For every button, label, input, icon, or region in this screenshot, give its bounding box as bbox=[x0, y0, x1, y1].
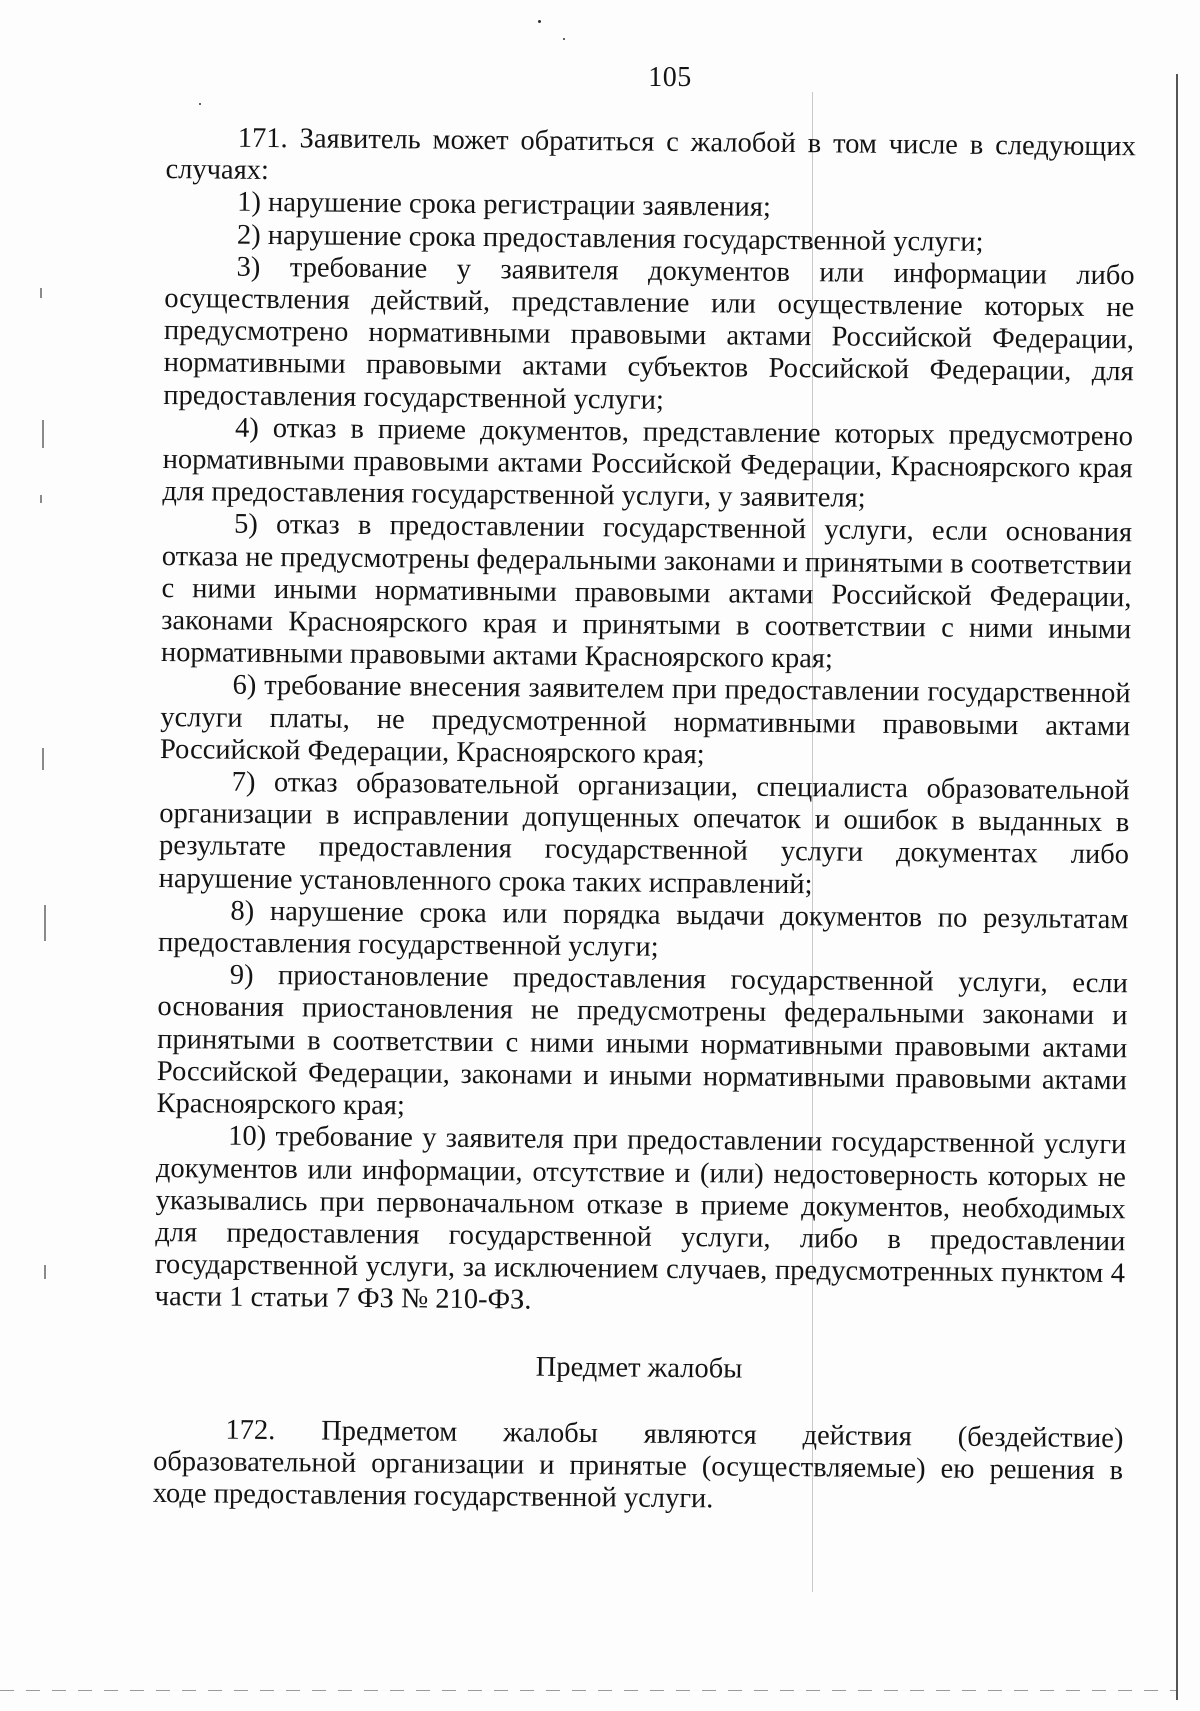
list-item-10: 10) требование у заявителя при предоставлении государственной услуги документов или информации, отсутствие и (или) недостоверность которых не указывались при первоначальном отказе в приеме документов, необходимых для предоставления государственной услуги, либо в предоставлении государственной услуги, за исключением случаев, предусмотренных пунктом 4 части 1 статьи 7 ФЗ № 210-ФЗ. bbox=[154, 1120, 1127, 1316]
list-item-2: 2) нарушение срока предоставления государственной услуги; bbox=[236, 219, 984, 258]
scan-bottom-dashes bbox=[0, 1690, 1176, 1691]
scan-right-edge-line bbox=[1176, 74, 1178, 1700]
scan-speck bbox=[199, 103, 201, 105]
list-item-3: 3) требование у заявителя документов или информации либо осуществления действий, представление или осуществление которых не предусмотрено нормативными правовыми актами Российской Федерации, нормативными правовыми актами субъектов Российской Федерации, для предоставления государственной услуги; bbox=[163, 251, 1135, 416]
scan-left-mark bbox=[42, 420, 44, 448]
document-body bbox=[153, 122, 1136, 1520]
page-number: 105 bbox=[648, 62, 692, 93]
list-item-1: 1) нарушение срока регистрации заявления; bbox=[237, 187, 772, 224]
scan-left-mark bbox=[40, 495, 42, 503]
scan-speck bbox=[538, 20, 541, 23]
scan-left-mark bbox=[42, 748, 44, 770]
list-item-8: 8) нарушение срока или порядка выдачи документов по результатам предоставления государственной услуги; bbox=[157, 895, 1129, 963]
paragraph-171: 171. Заявитель может обратиться с жалобой в том числе в следующих случаях: bbox=[165, 122, 1136, 187]
list-item-4: 4) отказ в приеме документов, представление которых предусмотрено нормативными правовыми актами Российской Федерации, Красноярского края для предоставления государственной услуги, у заявителя; bbox=[162, 412, 1134, 514]
list-item-7: 7) отказ образовательной организации, специалиста образовательной организации в исправлении допущенных опечаток и ошибок в выданных в результате предоставления государственной услуги документах либо нарушение установленного срока таких исправлений; bbox=[158, 766, 1130, 900]
scan-speck bbox=[563, 38, 565, 40]
scan-left-mark bbox=[44, 905, 46, 941]
list-item-6: 6) требование внесения заявителем при предоставлении государственной услуги платы, не предусмотренной нормативными правовыми актами Российской Федерации, Красноярского края; bbox=[159, 670, 1131, 771]
section-heading: Предмет жалобы bbox=[535, 1351, 743, 1385]
scan-left-mark bbox=[44, 1265, 46, 1279]
scan-left-mark bbox=[40, 288, 42, 298]
paragraph-172: 172. Предметом жалобы являются действия (бездействие) образовательной организации и принятые (осуществляемые) ею решения в ходе предоставления государственной услуги. bbox=[152, 1414, 1124, 1515]
list-item-5: 5) отказ в предоставлении государственной услуги, если основания отказа не предусмотрены федеральными законами и принятыми в соответствии с ними иными нормативными правовыми актами Российской Федерации, законами Красноярского края и принятыми в соответствии с ними иными нормативными правовыми актами Красноярского края; bbox=[160, 509, 1133, 675]
list-item-9: 9) приостановление предоставления государственной услуги, если основания приостановления не предусмотрены федеральными законами и принятыми в соответствии с ними иными нормативными правовыми актами Российской Федерации, законами и иными нормативными правовыми актами Красноярского края; bbox=[156, 959, 1128, 1122]
